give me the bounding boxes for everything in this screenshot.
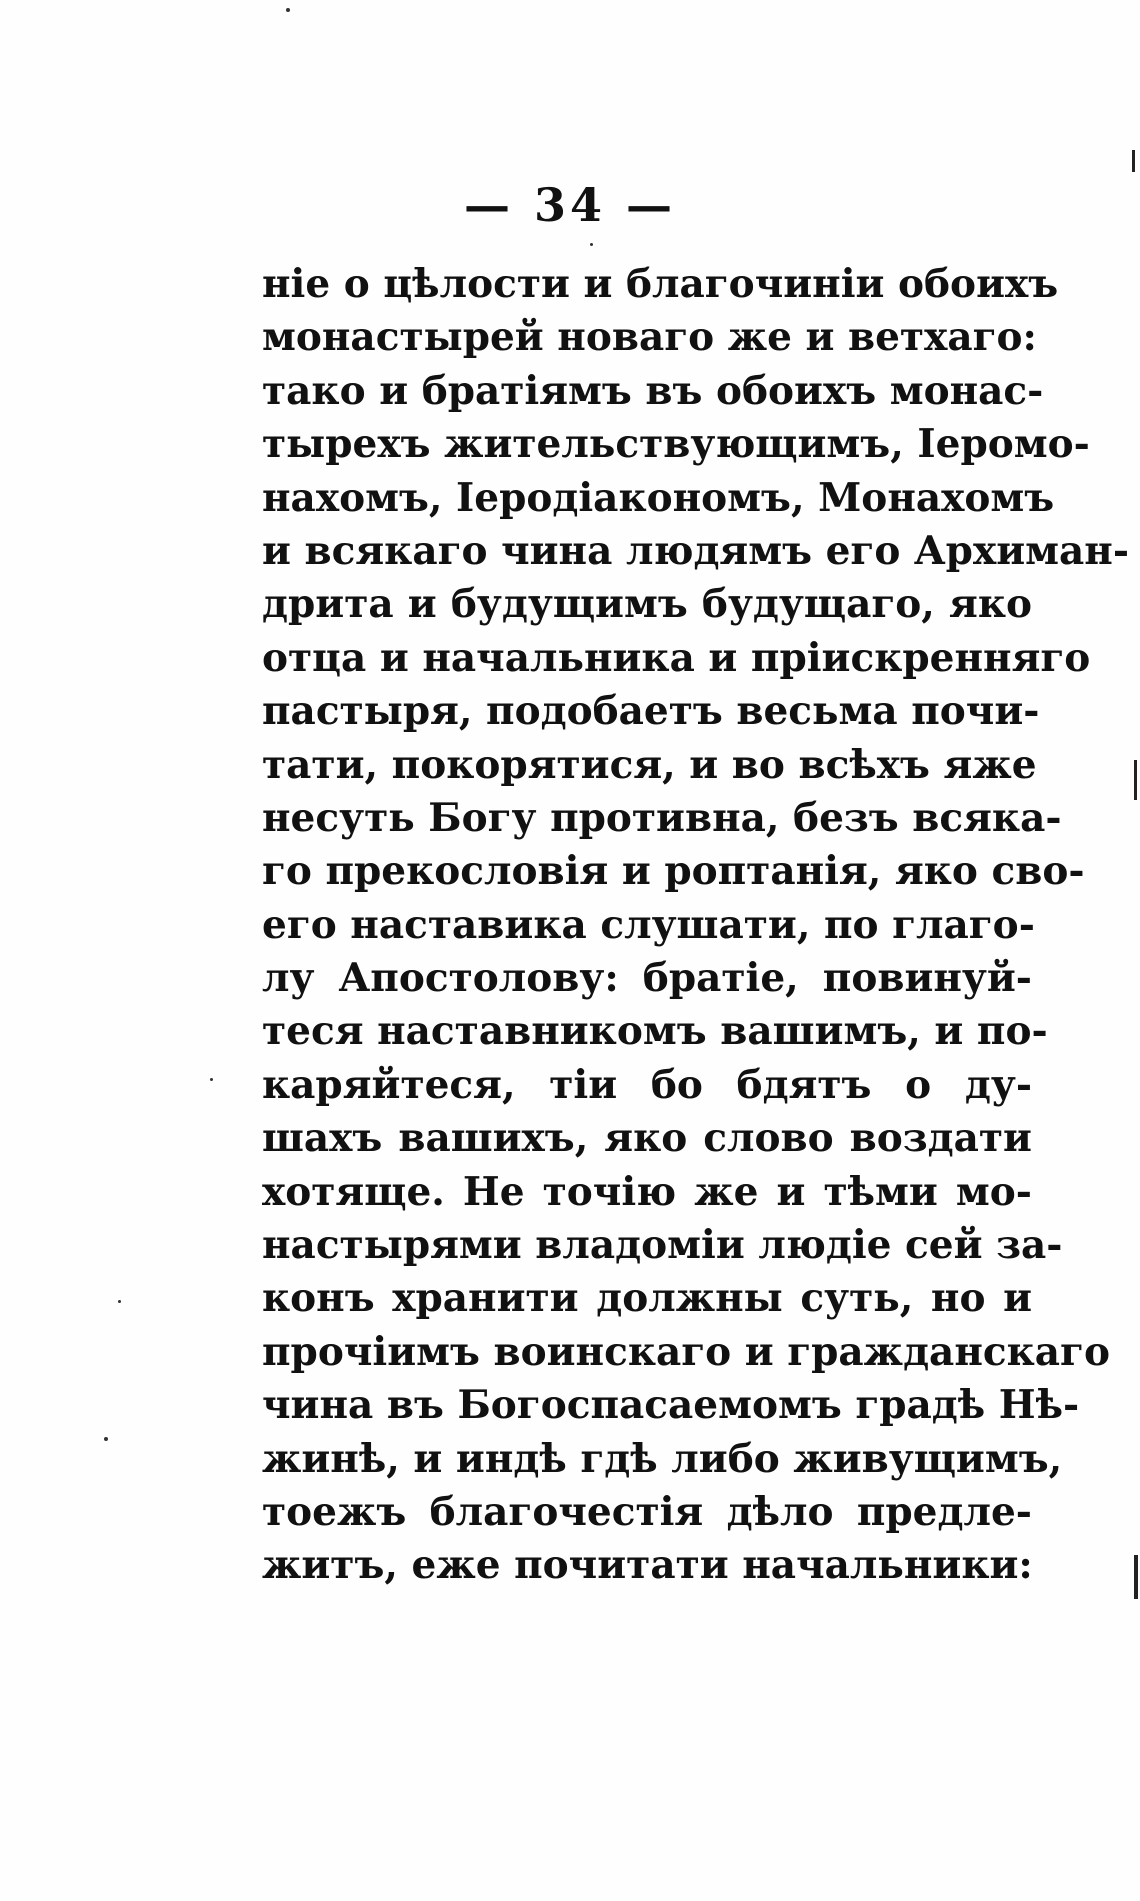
scan-speck — [286, 8, 290, 12]
scan-speck — [210, 1078, 213, 1081]
scan-edge-mark — [1134, 760, 1137, 800]
text-line: теся наставникомъ вашимъ, и по- — [262, 1008, 1048, 1055]
text-line: хотяще. Не точію же и тѣми мо- — [262, 1168, 1032, 1215]
text-line: монастырей новаго же и ветхаго: — [262, 314, 1037, 361]
scan-speck — [590, 243, 593, 246]
text-line: несуть Богу противна, безъ всяка- — [262, 794, 1062, 841]
text-line: и всякаго чина людямъ его Архиман- — [262, 527, 1130, 574]
text-line: дрита и будущимъ будущаго, яко — [262, 581, 1032, 628]
text-line: конъ хранити должны суть, но и — [262, 1275, 1032, 1322]
text-line: тати, покорятися, и во всѣхъ яже — [262, 741, 1037, 788]
scan-speck — [118, 1300, 121, 1303]
page-number: — 34 — — [463, 178, 677, 232]
text-line: прочіимъ воинскаго и гражданскаго — [262, 1328, 1110, 1375]
text-line: тырехъ жительствующимъ, Іеромо- — [262, 421, 1090, 468]
text-line: каряйтеся, тіи бо бдятъ о ду- — [262, 1061, 1032, 1108]
text-line: го прекословія и роптанія, яко сво- — [262, 848, 1085, 895]
text-line: нахомъ, Іеродіакономъ, Монахомъ — [262, 474, 1055, 521]
scan-edge-mark — [1132, 150, 1135, 172]
body-text — [262, 258, 1130, 1593]
text-line: шахъ вашихъ, яко слово воздати — [262, 1115, 1032, 1162]
text-line: чина въ Богоспасаемомъ градѣ Нѣ- — [262, 1382, 1080, 1429]
text-line: лу Апостолову: братіе, повинуй- — [262, 955, 1032, 1002]
text-line: пастыря, подобаетъ весьма почи- — [262, 688, 1040, 735]
text-line: ніе о цѣлости и благочиніи обоихъ — [262, 261, 1059, 307]
text-line: тако и братіямъ въ обоихъ монас- — [262, 367, 1044, 414]
text-line: отца и начальника и пріискренняго — [262, 634, 1091, 681]
scan-edge-mark — [1134, 1555, 1138, 1599]
text-line: житъ, еже почитати начальники: — [262, 1542, 1033, 1589]
text-line: жинѣ, и индѣ гдѣ либо живущимъ, — [262, 1435, 1063, 1482]
scan-speck — [104, 1437, 108, 1441]
text-line: настырями владоміи людіе сей за- — [262, 1222, 1063, 1269]
text-line: тоежъ благочестія дѣло предле- — [262, 1488, 1032, 1535]
text-line: его наставика слушати, по глаго- — [262, 901, 1035, 948]
